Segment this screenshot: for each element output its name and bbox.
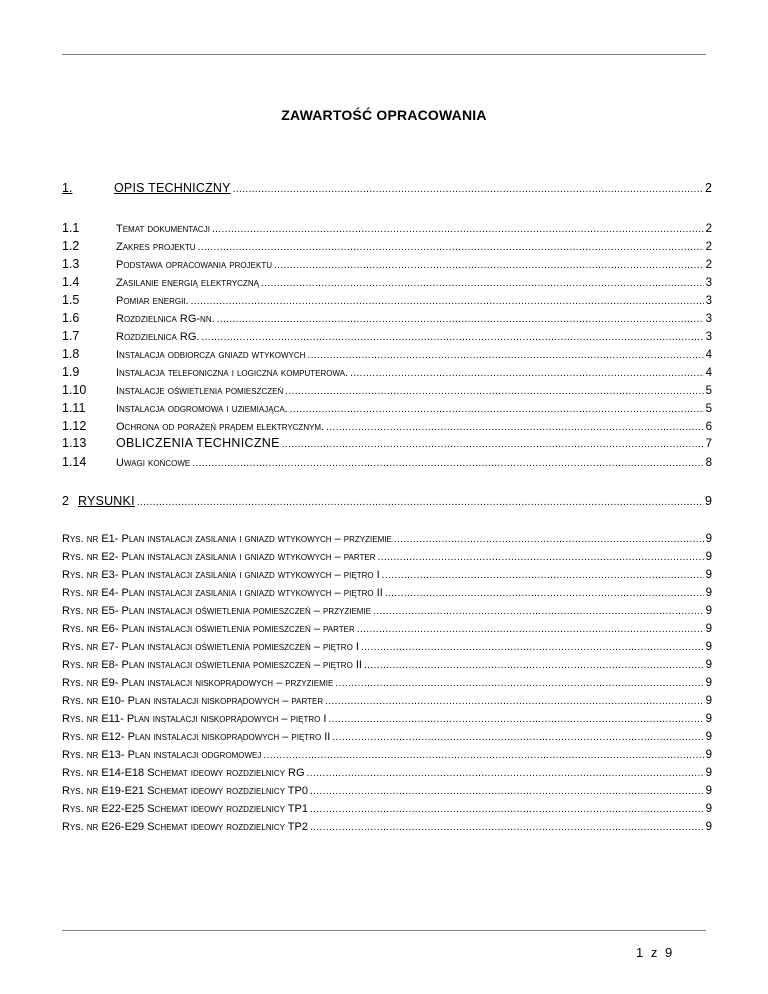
toc-page-number: 5 [705,385,712,397]
toc-subsection-number: 1.11 [62,401,86,415]
toc-subsection[interactable] [62,401,712,415]
toc-page-number: 9 [705,749,712,761]
toc-subsection-number: 1.12 [62,419,87,433]
toc-subsection-title: Rozdzielnica RG. [116,331,200,343]
toc-subsection-title: Instalacja telefoniczna i logiczna komputerowa. [116,367,349,379]
toc-figure[interactable] [62,533,712,545]
toc-figure[interactable] [62,749,712,761]
toc-subsection-title: Instalacje oświetlenia pomieszczeń [116,385,284,397]
toc-leader [307,767,704,779]
toc-page-number: 7 [705,438,712,450]
toc-subsection-number: 1.9 [62,365,80,379]
toc-page-number: 9 [705,533,712,545]
toc-leader [263,749,703,761]
toc-page-number: 9 [705,677,712,689]
toc-subsection-number: 1.10 [62,383,87,397]
toc-subsection-number: 1.8 [62,347,80,361]
toc-subsection-title: Instalacja odbiorcza gniazd wtykowych [116,349,306,361]
toc-section-number: 1. [62,181,73,195]
toc-figure-title: Rys. nr E26-E29 Schemat ideowy rozdzielnicy TP2 [62,821,308,833]
toc-leader [233,181,703,195]
toc-figure-title: Rys. nr E14-E18 Schemat ideowy rozdzielnicy RG [62,767,305,779]
toc-subsection-title: Pomiar energii. [116,295,189,307]
toc-page-number: 9 [705,659,712,671]
toc-leader [328,713,703,725]
toc-figure[interactable] [62,785,712,797]
toc-subsection[interactable] [62,383,712,397]
toc-page-number: 9 [705,641,712,653]
toc-leader [335,677,703,689]
toc-figure[interactable] [62,605,712,617]
toc-section-2[interactable] [62,494,712,508]
toc-leader [307,349,703,361]
toc-leader [310,803,704,815]
toc-page-number: 2 [705,223,712,235]
toc-leader [326,421,703,433]
toc-leader [364,659,704,671]
toc-leader [310,785,704,797]
toc-page-number: 9 [705,587,712,599]
toc-page-number: 3 [705,313,712,325]
toc-figure-title: Rys. nr E12- Plan instalacji niskoprądowych – piętro II [62,731,331,743]
toc-page-number: 9 [705,731,712,743]
toc-leader [282,438,704,450]
toc-figure-title: Rys. nr E4- Plan instalacji zasilania i gniazd wtykowych – piętro II [62,587,383,599]
toc-page-number: 9 [705,803,712,815]
toc-figure-title: Rys. nr E7- Plan instalacji oświetlenia pomieszczeń – piętro I [62,641,359,653]
toc-subsection-title: Uwagi końcowe [116,457,191,469]
toc-page-number: 3 [705,331,712,343]
toc-leader [274,259,704,271]
toc-page-number: 2 [705,259,712,271]
toc-figure[interactable] [62,767,712,779]
toc-leader [192,457,703,469]
header-rule [62,54,706,55]
toc-figure[interactable] [62,713,712,725]
toc-leader [137,494,703,508]
toc-page-number: 5 [705,403,712,415]
page-number-footer: 1 z 9 [636,945,675,960]
toc-leader [385,587,704,599]
toc-figure-title: Rys. nr E5- Plan instalacji oświetlenia pomieszczeń – przyziemie [62,605,372,617]
toc-page-number: 8 [705,457,712,469]
toc-leader [261,277,704,289]
toc-figure-title: Rys. nr E13- Plan instalacji odgromowej [62,749,262,761]
toc-page-number: 9 [705,821,712,833]
toc-subsection-number: 1.7 [62,329,80,343]
toc-section-number: 2 [62,494,69,508]
toc-leader [285,385,703,397]
toc-page-number: 9 [705,713,712,725]
toc-figure-title: Rys. nr E3- Plan instalacji zasilania i gniazd wtykowych – piętro I [62,569,380,581]
toc-subsection[interactable] [62,257,712,271]
toc-subsection[interactable] [62,221,712,235]
toc-figure[interactable] [62,695,712,707]
toc-leader [217,313,704,325]
toc-subsection-number: 1.2 [62,239,80,253]
toc-section-title: OPIS TECHNICZNY [114,181,231,195]
toc-figure[interactable] [62,551,712,563]
toc-subsection[interactable] [62,311,712,325]
toc-page-number: 3 [705,295,712,307]
toc-subsection[interactable] [62,436,712,450]
toc-section-1[interactable] [62,181,712,195]
toc-page-number: 9 [705,767,712,779]
toc-figure-title: Rys. nr E6- Plan instalacji oświetlenia pomieszczeń – parter [62,623,355,635]
toc-figure-title: Rys. nr E8- Plan instalacji oświetlenia pomieszczeń – piętro II [62,659,362,671]
toc-page-number: 9 [705,569,712,581]
toc-leader [310,821,704,833]
toc-page-number: 9 [705,605,712,617]
toc-leader [394,533,704,545]
toc-leader [373,605,704,617]
toc-leader [357,623,704,635]
toc-subsection-number: 1.5 [62,293,80,307]
toc-figure[interactable] [62,731,712,743]
toc-figure[interactable] [62,641,712,653]
toc-leader [212,223,704,235]
toc-subsection-number: 1.14 [62,455,87,469]
toc-figure[interactable] [62,587,712,599]
toc-subsection[interactable] [62,347,712,361]
toc-leader [191,295,704,307]
toc-page-number: 9 [705,785,712,797]
toc-subsection-number: 1.1 [62,221,80,235]
toc-subsection-title: Rozdzielnica RG-nn. [116,313,215,325]
toc-figure-title: Rys. nr E10- Plan instalacji niskoprądowych – parter [62,695,324,707]
toc-section-title: RYSUNKI [78,494,135,508]
toc-subsection[interactable] [62,455,712,469]
toc-figure-title: Rys. nr E19-E21 Schemat ideowy rozdzielnicy TP0 [62,785,308,797]
toc-subsection[interactable] [62,419,712,433]
toc-subsection-number: 1.13 [62,436,87,450]
toc-subsection-title: Zasilanie energią elektryczną [116,277,259,289]
toc-subsection-title: Instalacja odgromowa i uziemiająca. [116,403,288,415]
toc-figure[interactable] [62,623,712,635]
toc-page-number: 3 [705,277,712,289]
toc-page-number: 6 [705,421,712,433]
toc-subsection-title: Temat dokumentacji [116,223,210,235]
toc-figure-title: Rys. nr E1- Plan instalacji zasilania i gniazd wtykowych – przyziemie [62,533,392,545]
page-title: ZAWARTOŚĆ OPRACOWANIA [281,107,487,123]
toc-page-number: 9 [705,551,712,563]
toc-subsection-title: Ochrona od porażeń prądem elektrycznym. [116,421,325,433]
toc-leader [198,241,704,253]
toc-leader [350,367,703,379]
toc-figure[interactable] [62,569,712,581]
toc-figure[interactable] [62,659,712,671]
toc-subsection[interactable] [62,293,712,307]
toc-page-number: 4 [705,367,712,379]
toc-page-number: 2 [705,181,712,195]
toc-page-number: 9 [705,623,712,635]
toc-subsection-number: 1.6 [62,311,80,325]
toc-subsection-title: Zakres projektu [116,241,196,253]
toc-leader [361,641,704,653]
toc-subsection-number: 1.4 [62,275,80,289]
toc-leader [201,331,703,343]
toc-figure-title: Rys. nr E11- Plan instalacji niskoprądowych – piętro I [62,713,327,725]
toc-subsection[interactable] [62,275,712,289]
toc-subsection-title: OBLICZENIA TECHNICZNE [116,436,280,450]
toc-figure[interactable] [62,803,712,815]
toc-subsection[interactable] [62,329,712,343]
toc-subsection-title: Podstawa opracowania projektu [116,259,272,271]
toc-leader [382,569,704,581]
toc-figure-title: Rys. nr E22-E25 Schemat ideowy rozdzielnicy TP1 [62,803,308,815]
toc-page-number: 9 [705,494,712,508]
toc-page-number: 9 [705,695,712,707]
toc-leader [290,403,704,415]
toc-page-number: 4 [705,349,712,361]
footer-rule [62,930,706,931]
toc-figure-title: Rys. nr E2- Plan instalacji zasilania i gniazd wtykowych – parter [62,551,376,563]
toc-leader [332,731,703,743]
toc-subsection[interactable] [62,239,712,253]
toc-page-number: 2 [705,241,712,253]
toc-leader [325,695,703,707]
toc-leader [378,551,704,563]
toc-subsection-number: 1.3 [62,257,80,271]
toc-figure[interactable] [62,677,712,689]
toc-figure[interactable] [62,821,712,833]
toc-subsection[interactable] [62,365,712,379]
toc-figure-title: Rys. nr E9- Plan instalacji niskoprądowych – przyziemie [62,677,334,689]
